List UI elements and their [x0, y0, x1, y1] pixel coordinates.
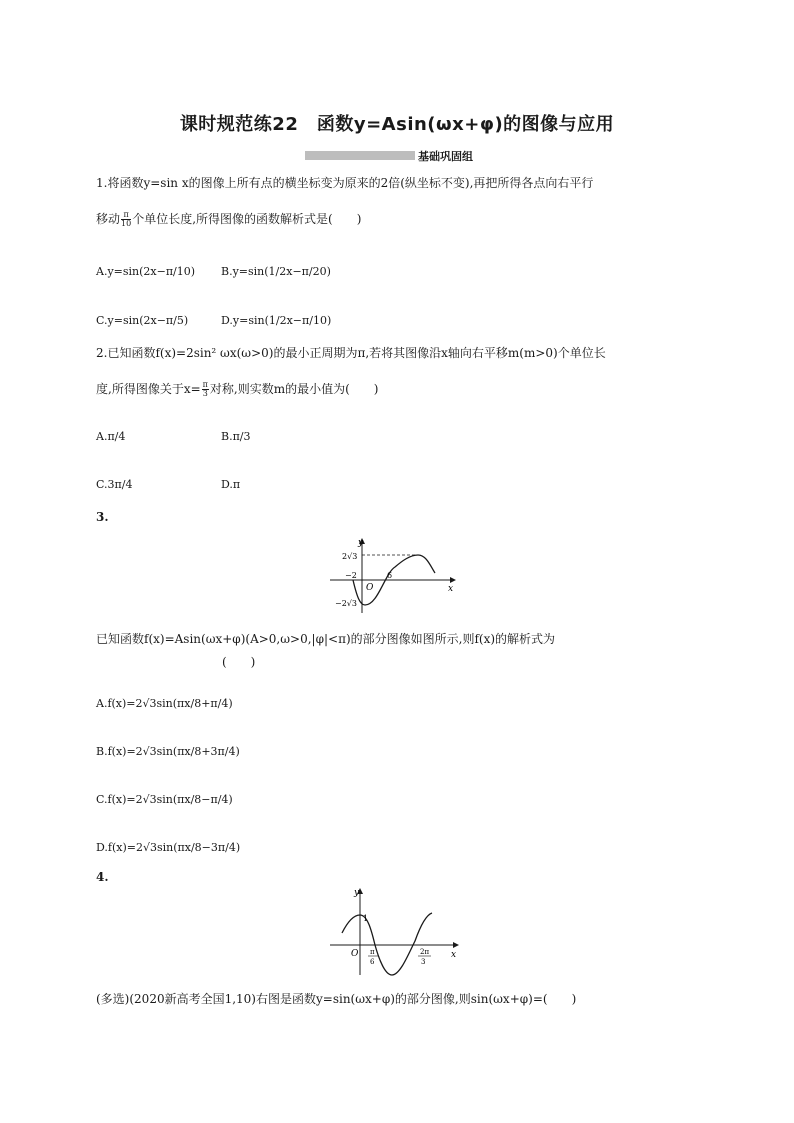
- q3-option-c[interactable]: C.f(x)=2√3sin(πx/8−π/4): [96, 793, 233, 806]
- q1-line2: [96, 210, 361, 228]
- q2-option-c[interactable]: C.3π/4: [96, 478, 133, 491]
- q1-option-d[interactable]: D.y=sin(1/2x−π/10): [221, 314, 332, 327]
- q4-stem: (多选)(2020新高考全国1,10)右图是函数y=sin(ωx+φ)的部分图像,则sin(ωx+φ)=( ): [96, 992, 577, 1006]
- q3-bottom-label: −2√3: [335, 599, 357, 608]
- q3-origin: O: [366, 583, 374, 593]
- q4-x-label: x: [451, 950, 457, 960]
- q2-line2-b: 对称,则实数m的最小值为( ): [209, 382, 379, 396]
- q1-frac-num: π: [121, 211, 131, 220]
- q2-option-a[interactable]: A.π/4: [96, 430, 126, 443]
- q3-y-label: y: [358, 538, 364, 548]
- q4-pi6-num: π: [370, 948, 375, 956]
- q1-option-a[interactable]: A.y=sin(2x−π/10): [96, 265, 196, 278]
- q1-option-b[interactable]: B.y=sin(1/2x−π/20): [221, 265, 331, 278]
- q3-stem: 已知函数f(x)=Asin(ωx+φ)(A>0,ω>0,|φ|<π)的部分图像如图所示,则f(x)的解析式为: [96, 632, 556, 646]
- q2-option-b[interactable]: B.π/3: [221, 430, 251, 443]
- q4-2pi3-num: 2π: [420, 948, 430, 956]
- q1-fraction: [121, 211, 131, 228]
- q2-line2: [96, 380, 378, 398]
- q4-number: 4.: [96, 870, 109, 884]
- q2-option-d[interactable]: D.π: [221, 478, 241, 491]
- q4-graph: [330, 885, 465, 980]
- q4-2pi3-den: 3: [421, 958, 426, 966]
- q1-line1: 1.将函数y=sin x的图像上所有点的横坐标变为原来的2倍(纵坐标不变),再把所得各点向右平行: [96, 176, 594, 190]
- section-bar: [305, 151, 415, 160]
- q3-graph: [330, 535, 460, 615]
- section-title: 基础巩固组: [418, 150, 473, 163]
- q4-origin: O: [351, 949, 359, 959]
- q3-number: 3.: [96, 510, 109, 524]
- q3-top-label: 2√3: [342, 552, 358, 561]
- q4-y-label: y: [354, 888, 360, 898]
- q1-option-c[interactable]: C.y=sin(2x−π/5): [96, 314, 189, 327]
- q3-neg2-label: −2: [345, 571, 357, 580]
- q4-one-label: 1: [363, 914, 369, 923]
- q3-six-label: 6: [387, 571, 393, 580]
- q3-x-label: x: [448, 584, 454, 594]
- q1-line2-b: 个单位长度,所得图像的函数解析式是( ): [132, 212, 362, 226]
- q2-fraction: [202, 381, 209, 398]
- q3-option-d[interactable]: D.f(x)=2√3sin(πx/8−3π/4): [96, 841, 241, 854]
- q2-frac-num: π: [202, 380, 208, 389]
- q2-line1: 2.已知函数f(x)=2sin² ωx(ω>0)的最小正周期为π,若将其图像沿x轴向右平移m(m>0)个单位长: [96, 346, 606, 360]
- q4-curve: [342, 913, 432, 975]
- q2-frac-den: 3: [202, 389, 208, 398]
- q3-option-a[interactable]: A.f(x)=2√3sin(πx/8+π/4): [96, 697, 233, 710]
- q4-pi6-den: 6: [370, 958, 375, 966]
- q1-line2-a: 移动: [96, 212, 121, 226]
- q3-blank: ( ): [222, 655, 256, 669]
- q1-frac-den: 10: [121, 219, 132, 228]
- q3-option-b[interactable]: B.f(x)=2√3sin(πx/8+3π/4): [96, 745, 240, 758]
- page-title: 课时规范练22 函数y=Asin(ωx+φ)的图像与应用: [179, 114, 615, 135]
- q2-line2-a: 度,所得图像关于x=: [96, 382, 201, 396]
